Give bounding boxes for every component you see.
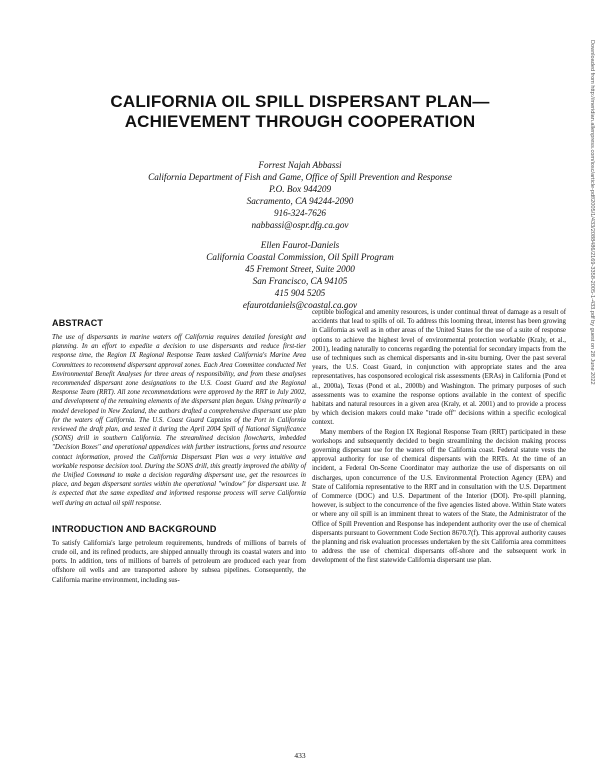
body-paragraph: Many members of the Region IX Regional Response Team (RRT) participated in these workshops and subsequently decided to begin streamlining the decision making process governing dispersant use for the waters off the California coast. Federal statute vests the approval authority for use of chemical dispersants with the RRTs. At the time of an incident, a Federal On-Scene Coordinator may authorize the use of dispersants on oil discharges, upon concurrence of the U.S. Environmental Protection Agency (EPA) and State of California representative to the RRT and in consultation with the U.S. Department of Commerce (DOC) and U.S. Department of the Interior (DOI). Pre-spill planning, however, is subject to the concurrence of the five agencies listed above. Within State waters or where any oil spill is an imminent threat to waters of the State, the Administrator of the Office of Spill Prevention and Response has independent authority over the use of chemical dispersants pursuant to Government Code Section 8670.7(f). This approval authority causes the planning and risk evaluation processes undertaken by the six California area committees to address the use of chemical dispersants off-shore and the subsequent work in development of the first statewide California dispersant use plan. (312, 428, 566, 565)
intro-paragraph: To satisfy California's large petroleum requirements, hundreds of millions of barrels of crude oil, and its refined products, are shipped annually through its coastal waters and into ports. In addition, tens of millions of barrels of petroleum are produced each year from offshore oil wells and are transported ashore by subsea pipelines. Consequently, the California marine environment, including sus- (52, 539, 306, 584)
author-email: nabbassi@ospr.dfg.ca.gov (251, 220, 349, 230)
author-address: San Francisco, CA 94105 (252, 276, 348, 286)
author-affiliation: California Department of Fish and Game, Office of Spill Prevention and Response (148, 172, 452, 182)
download-watermark: Downloaded from http://meridian.allenpress.com/iosc/article-pdf/2005/1/433/2088486/2169-3358-2005-1-433.pdf by guest on 28 June 2022 (589, 40, 595, 385)
intro-heading: INTRODUCTION AND BACKGROUND (52, 523, 217, 534)
author-block (0, 159, 600, 311)
author-address: P.O. Box 944209 (268, 184, 332, 194)
author-phone: 916-324-7626 (273, 208, 327, 218)
author-email: efaurotdaniels@coastal.ca.gov (242, 300, 358, 310)
author-name: Ellen Faurot-Daniels (260, 240, 340, 250)
left-column (52, 318, 306, 585)
body-paragraph: ceptible biological and amenity resources, is under continual threat of damage as a result of accidents that lead to spills of oil. To address this looming threat, interest has been growing in California as well as in other areas of the United States for the use of a suite of response options to achieve the highest level of environmental protection workable (Kraly, et al., 2001), leading naturally to concerns regarding the potential for secondary impacts from the use of techniques such as chemical dispersants and in-situ burning. Over the past several years, the U.S. Coast Guard, in conjunction with appropriate states and the area representatives, has cosponsored ecological risk assessments (ERAs) in California (Pond et al., 2000a), Texas (Pond et al., 2000b) and Washington. The primary purposes of such assessments was to examine the response options available in the context of specific habitats and natural resources in a given area (Kraly, et al. 2001) and to provide a process by which decision makers could make "trade off" decisions within a specific ecological context. (312, 309, 566, 427)
author-name: Forrest Najah Abbassi (258, 160, 342, 170)
abstract-text: The use of dispersants in marine waters off California requires detailed foresight and planning. In an effort to expedite a decision to use dispersants and reduce first-tier response time, the Region IX Regional Response Team tasked California's Marine Area Committees to recommend dispersant approval zones. Each Area Committee conducted Net Environmental Benefit Analyses for three areas of responsibility, and from these analyses recommended dispersant zone designations to the U.S. Coast Guard and the Regional Response Team (RRT). All zone recommendations were approved by the RRT in July 2002, and development of the remaining elements of the dispersant plan began. Using primarily a model developed in New Zealand, the authors drafted a comprehensive dispersant use plan for the waters off California. The U.S. Coast Guard Captains of the Port in California reviewed the draft plan, and tested it during the April 2004 Spill of National Significance (SONS) drill in southern California. The streamlined decision flowcharts, imbedded "Decision Boxes" and operational appendices with further instructions, forms and resource contact information, proved the California Dispersant Plan was a very intuitive and workable response decision tool. During the SONS drill, this greatly improved the ability of the Unified Command to make a decision regarding dispersant use, get the resources in place, and began dispersant sorties within the operational "window" for dispersant use. It is expected that the same expedited and informed response process will serve California well during an actual oil spill response. (52, 334, 306, 507)
page-number: 433 (294, 751, 306, 760)
title-line-2: ACHIEVEMENT THROUGH COOPERATION (124, 112, 476, 131)
title-line-1: CALIFORNIA OIL SPILL DISPERSANT PLAN— (110, 92, 490, 111)
author-affiliation: California Coastal Commission, Oil Spill Program (206, 252, 394, 262)
author-phone: 415 904 5205 (274, 288, 326, 298)
author-address: 45 Fremont Street, Suite 2000 (245, 264, 355, 274)
abstract-heading: ABSTRACT (52, 318, 104, 328)
paper-title (0, 92, 600, 132)
right-column (312, 308, 566, 566)
author-address: Sacramento, CA 94244-2090 (246, 196, 354, 206)
